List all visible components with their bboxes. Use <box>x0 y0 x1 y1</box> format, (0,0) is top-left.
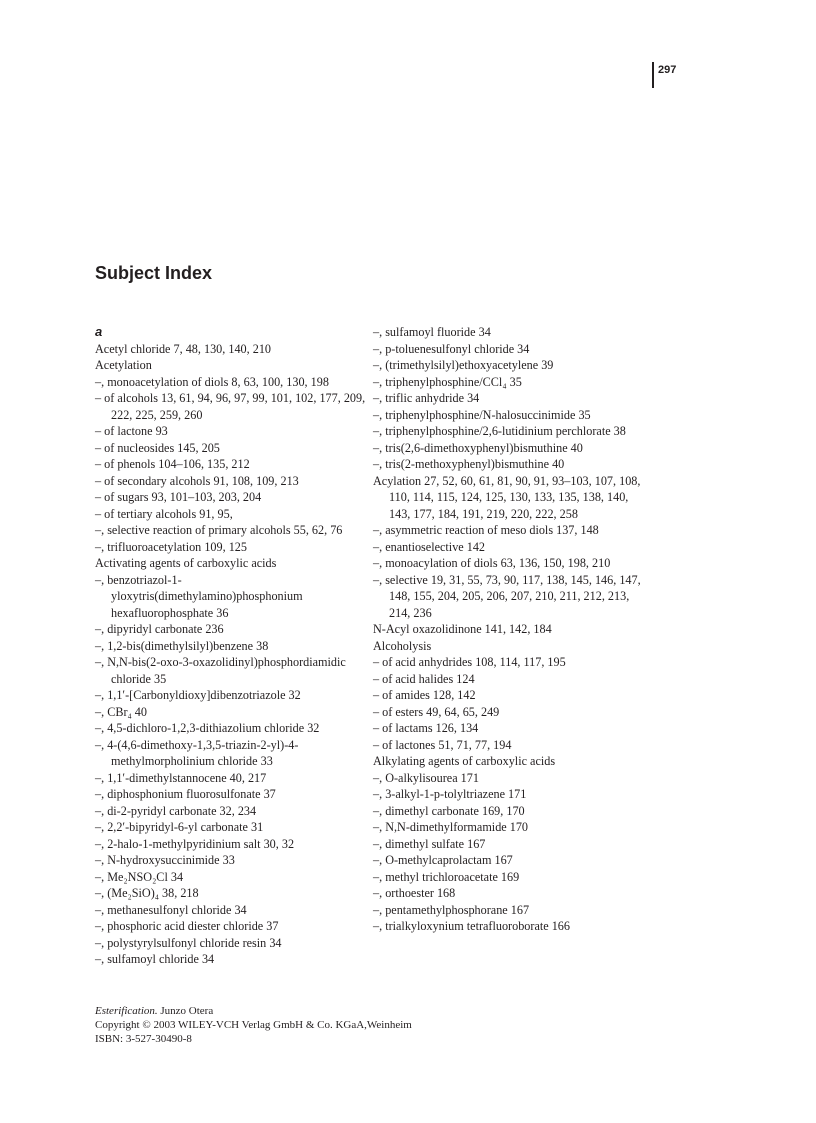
index-entry: – of tertiary alcohols 91, 95, <box>95 506 233 521</box>
index-entry: –, CBr₄ 40 <box>95 704 147 719</box>
index-entry: –, benzotriazol-1-yloxytris(dimethylamino)phosphonium hexafluorophosphate 36 <box>95 572 303 620</box>
index-entry: – of lactams 126, 134 <box>373 721 479 735</box>
index-entry: – of nucleosides 145, 205 <box>95 440 220 455</box>
index-entry: –, sulfamoyl fluoride 34 <box>373 325 491 339</box>
index-column-left <box>95 324 367 968</box>
index-entry: –, 2,2′-bipyridyl-6-yl carbonate 31 <box>95 820 264 834</box>
index-entry: –, (trimethylsilyl)ethoxyacetylene 39 <box>373 358 554 372</box>
index-entry: – of phenols 104–106, 135, 212 <box>95 457 250 471</box>
index-entry: – of lactones 51, 71, 77, 194 <box>373 737 512 752</box>
index-entry: –, triphenylphosphine/N-halosuccinimide 35 <box>373 407 591 422</box>
index-entry: –, sulfamoyl chloride 34 <box>95 952 215 966</box>
index-entry: –, triphenylphosphine/2,6-lutidinium perchlorate 38 <box>373 424 626 438</box>
index-entry: Alkylating agents of carboxylic acids <box>373 754 556 768</box>
index-entry: – of sugars 93, 101–103, 203, 204 <box>95 490 262 504</box>
index-entry: Alcoholysis <box>373 638 432 653</box>
index-entry: –, Me₂NSO₂Cl 34 <box>95 869 184 884</box>
index-entry: –, orthoester 168 <box>373 886 456 900</box>
index-entry: –, N,N-dimethylformamide 170 <box>373 820 529 834</box>
isbn-line: ISBN: 3-527-30490-8 <box>95 1033 192 1045</box>
index-entry: Activating agents of carboxylic acids <box>95 556 277 570</box>
copyright-line: Copyright © 2003 WILEY-VCH Verlag GmbH & Co. KGaA,Weinheim <box>95 1019 412 1031</box>
index-entry: –, methyl trichloroacetate 169 <box>373 869 520 884</box>
index-entry: –, tris(2,6-dimethoxyphenyl)bismuthine 40 <box>373 440 583 455</box>
index-column-right <box>373 324 645 935</box>
index-entry: –, 1,1′-dimethylstannocene 40, 217 <box>95 770 267 785</box>
index-entry: –, p-toluenesulfonyl chloride 34 <box>373 341 530 356</box>
index-entry: –, dimethyl carbonate 169, 170 <box>373 803 525 818</box>
index-entry: –, trialkyloxynium tetrafluoroborate 166 <box>373 919 570 933</box>
index-entry: –, monoacetylation of diols 8, 63, 100, 130, 198 <box>95 374 329 389</box>
index-entry: –, 4,5-dichloro-1,2,3-dithiazolium chloride 32 <box>95 721 320 735</box>
index-entry: –, 1,1′-[Carbonyldioxy]dibenzotriazole 32 <box>95 688 301 702</box>
page-title: Subject Index <box>95 263 213 283</box>
index-entry: –, O-methylcaprolactam 167 <box>373 853 513 867</box>
page-number-rule <box>652 62 654 88</box>
index-entry: Acetylation <box>95 358 152 372</box>
index-entry: –, monoacylation of diols 63, 136, 150, 198, 210 <box>373 556 611 570</box>
index-entry: Acetyl chloride 7, 48, 130, 140, 210 <box>95 341 272 356</box>
index-entry: N-Acyl oxazolidinone 141, 142, 184 <box>373 622 552 636</box>
index-entry: –, 1,2-bis(dimethylsilyl)benzene 38 <box>95 638 269 653</box>
index-entry: –, enantioselective 142 <box>373 539 486 554</box>
index-entry: – of acid anhydrides 108, 114, 117, 195 <box>373 655 566 669</box>
index-entry: –, N-hydroxysuccinimide 33 <box>95 853 235 867</box>
index-entry: –, tris(2-methoxyphenyl)bismuthine 40 <box>373 457 565 471</box>
index-entry: –, selective reaction of primary alcohols 55, 62, 76 <box>95 523 343 537</box>
index-entry: –, polystyrylsulfonyl chloride resin 34 <box>95 935 282 950</box>
index-entry: –, trifluoroacetylation 109, 125 <box>95 539 247 554</box>
author: Junzo Otera <box>160 1005 214 1017</box>
index-entry: – of lactone 93 <box>95 424 168 438</box>
index-entry: –, dipyridyl carbonate 236 <box>95 622 224 636</box>
footer-title-line <box>95 1004 412 1018</box>
index-entry: –, 3-alkyl-1-p-tolyltriazene 171 <box>373 787 527 801</box>
copyright-footer <box>95 1004 412 1046</box>
section-letter: a <box>95 324 103 339</box>
index-entry: –, 4-(4,6-dimethoxy-1,3,5-triazin-2-yl)-4-methylmorpholinium chloride 33 <box>95 737 299 768</box>
index-entry: Acylation 27, 52, 60, 61, 81, 90, 91, 93–103, 107, 108, 110, 114, 115, 124, 125, 130, 133, 135, 138, 140, 143, 177, 184, 191, 219, 220, 222, 258 <box>373 473 641 521</box>
index-entry: –, triphenylphosphine/CCl₄ 35 <box>373 374 522 389</box>
index-entry: –, methanesulfonyl chloride 34 <box>95 902 247 917</box>
index-entry: – of secondary alcohols 91, 108, 109, 213 <box>95 473 299 488</box>
index-entry: –, triflic anhydride 34 <box>373 391 480 405</box>
index-entry: – of esters 49, 64, 65, 249 <box>373 704 500 719</box>
index-entry: –, selective 19, 31, 55, 73, 90, 117, 138, 145, 146, 147, 148, 155, 204, 205, 206, 207, 210, 211, 212, 213, 214, 236 <box>373 572 641 620</box>
index-entry: – of amides 128, 142 <box>373 688 476 702</box>
index-entry: –, diphosphonium fluorosulfonate 37 <box>95 787 276 801</box>
index-entry: –, (Me₂SiO)₄ 38, 218 <box>95 886 199 900</box>
page-number: 297 <box>658 64 677 76</box>
index-entry: –, pentamethylphosphorane 167 <box>373 902 530 917</box>
index-entry: – of alcohols 13, 61, 94, 96, 97, 99, 101, 102, 177, 209, 222, 225, 259, 260 <box>95 391 366 422</box>
index-entry: –, asymmetric reaction of meso diols 137, 148 <box>373 523 599 537</box>
index-entry: –, dimethyl sulfate 167 <box>373 836 486 851</box>
index-entry: –, di-2-pyridyl carbonate 32, 234 <box>95 803 257 818</box>
index-entry: –, 2-halo-1-methylpyridinium salt 30, 32 <box>95 836 295 851</box>
index-entry: –, phosphoric acid diester chloride 37 <box>95 919 279 933</box>
book-title: Esterification. <box>95 1005 158 1017</box>
index-entry: – of acid halides 124 <box>373 671 475 686</box>
index-entry: –, O-alkylisourea 171 <box>373 770 479 785</box>
index-entry: –, N,N-bis(2-oxo-3-oxazolidinyl)phosphordiamidic chloride 35 <box>95 655 346 686</box>
